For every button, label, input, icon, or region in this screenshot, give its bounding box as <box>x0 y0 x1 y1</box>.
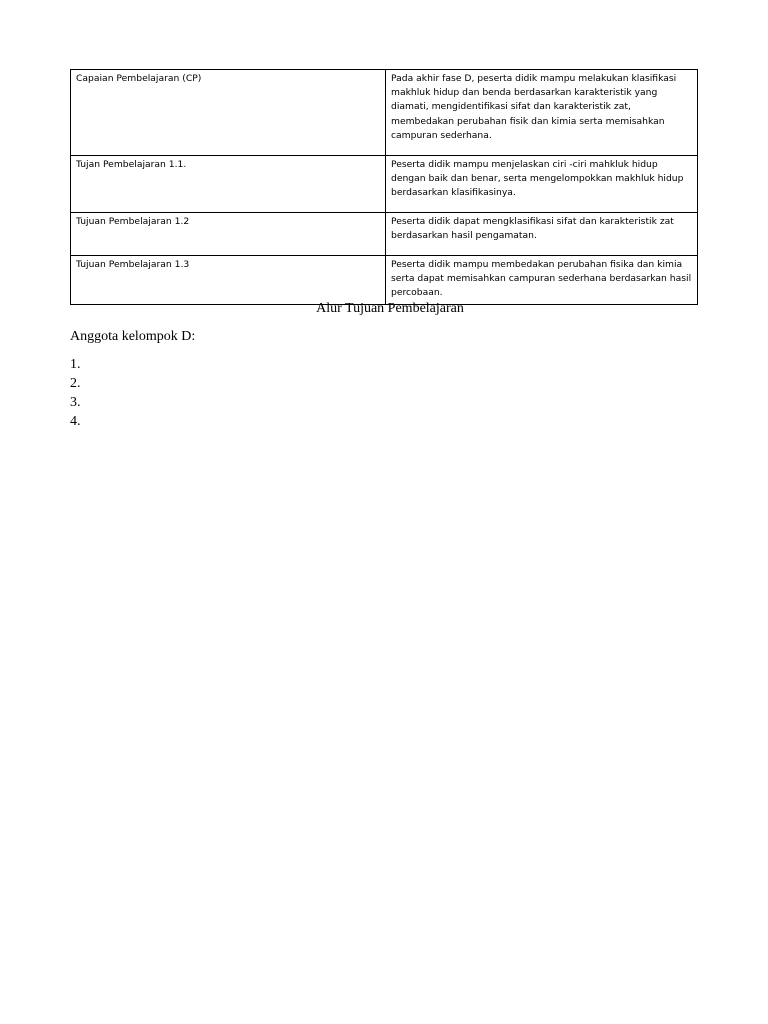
list-item: 2. <box>70 376 81 391</box>
members-list <box>70 355 81 431</box>
table-row <box>71 256 698 305</box>
learning-objectives-table <box>70 69 698 305</box>
list-item: 1. <box>70 357 81 372</box>
list-item: 4. <box>70 414 81 429</box>
row-content: Pada akhir fase D, peserta didik mampu melakukan klasifikasi makhluk hidup dan benda berdasarkan karakteristik yang diamati, mengidentifikasi sifat dan karakteristik zat, membedakan perubahan fisik dan kimia serta memisahkan campuran sederhana. <box>386 70 698 156</box>
members-title: Anggota kelompok D: <box>70 329 196 344</box>
row-content: Peserta didik mampu menjelaskan ciri -ciri mahkluk hidup dengan baik dan benar, serta mengelompokkan makhluk hidup berdasarkan klasifikasinya. <box>386 156 698 213</box>
table-row <box>71 213 698 256</box>
row-label: Tujuan Pembelajaran 1.3 <box>71 256 386 305</box>
row-content: Peserta didik mampu membedakan perubahan fisika dan kimia serta dapat memisahkan campuran sederhana berdasarkan hasil percobaan. <box>386 256 698 305</box>
row-content: Peserta didik dapat mengklasifikasi sifat dan karakteristik zat berdasarkan hasil pengamatan. <box>386 213 698 256</box>
table-row <box>71 70 698 156</box>
row-label: Tujan Pembelajaran 1.1. <box>71 156 386 213</box>
row-label: Capaian Pembelajaran (CP) <box>71 70 386 156</box>
list-item: 3. <box>70 395 81 410</box>
table-caption: Alur Tujuan Pembelajaran <box>316 301 464 316</box>
table-row <box>71 156 698 213</box>
row-label: Tujuan Pembelajaran 1.2 <box>71 213 386 256</box>
